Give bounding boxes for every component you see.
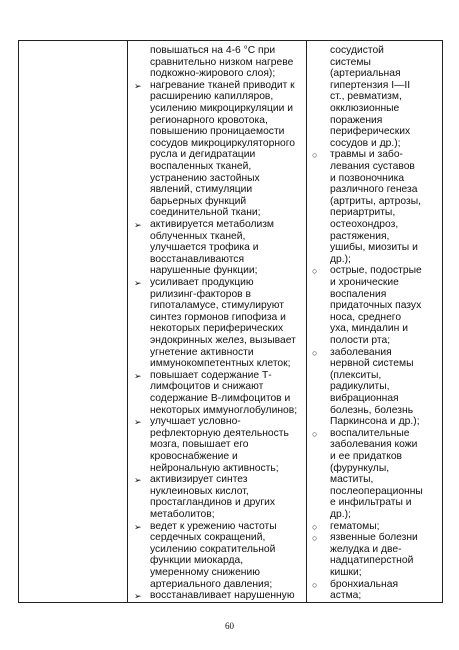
text-line: гематомы; [330,520,380,532]
text-line: надцатиперстной [330,555,414,567]
text-line: и позвоночника [330,172,405,184]
text-line: сосудов и др.); [330,137,401,149]
text-line: ведет к урежению частоты [150,520,277,532]
text-line: болезнь, болезнь [330,404,414,416]
text-line: заболевания кожи [330,439,418,451]
text-line: астма; [330,590,362,602]
text-line: мозга, повышает его [150,439,249,451]
text-line: сосудистой [330,45,384,56]
text-line: гипертензия I—II [330,79,411,91]
text-line: артериального давления; [150,578,273,590]
text-line: (артериальная [330,68,401,80]
circle-bullet-icon: ○ [312,533,318,544]
arrow-bullet-icon: ➢ [134,220,142,230]
text-line: маститы, [330,474,374,486]
text-line: кишки; [330,567,362,578]
text-line: нервной системы [330,358,414,370]
text-line: радикулиты, [330,381,390,393]
page-number: 60 [225,621,234,631]
column-divider-1 [127,41,128,602]
arrow-bullet-icon: ➢ [134,370,142,381]
text-line: периартриты, [330,207,396,219]
text-line: послеоперационны [330,485,423,497]
arrow-bullet-icon: ➢ [134,475,142,486]
text-line: растяжения, [330,230,390,242]
text-line: гипоталамусе, стимулируют [150,300,284,312]
text-line: сосудов микроциркуляторного [150,137,296,149]
circle-bullet-icon: ○ [312,579,318,590]
text-line: нарушенные функции; [150,265,258,277]
text-line: лимфоцитов и снижают [150,381,264,393]
text-line: сравнительно низком нагреве [150,56,294,68]
column-divider-2 [306,41,307,602]
text-line: желудка и две- [330,543,402,555]
text-line: улучшается трофика и [150,242,259,254]
text-line: нуклеиновых кислот, [150,485,249,497]
text-line: системы [330,56,371,68]
text-line: и ее придатков [330,451,403,462]
text-line: усилению микроциркуляции и [150,103,293,114]
text-line: уха, миндалин и [330,323,408,335]
text-line: расширению капилляров, [150,91,274,103]
text-line: левания суставов [330,161,415,172]
text-line: повышению проницаемости [150,126,285,138]
text-line: (фурункулы, [330,462,390,474]
text-line: воспаленных тканей, [150,161,252,172]
text-line: язвенные болезни [330,532,418,544]
text-line: различного генеза [330,184,418,196]
text-line: синтез гормонов гипофиза и [150,311,286,323]
arrow-bullet-icon: ➢ [134,417,142,428]
text-line: окклюзионные [330,103,400,114]
text-line: соединительной ткани; [150,207,261,219]
content-table [18,40,443,603]
text-line: русла и дегидратации [150,149,256,161]
text-line: некоторых иммуноглобулинов; [150,404,298,416]
text-line: активируется метаболизм [150,219,274,230]
text-line: Паркинсона и др.); [330,416,420,428]
text-line: некоторых периферических [150,323,284,335]
text-line: и хронические [330,277,399,288]
text-line: поражения [330,114,383,126]
text-line: бронхиальная [330,578,399,590]
text-line: активизирует синтез [150,474,248,486]
text-line: (плекситы, [330,369,382,381]
text-line: восстанавливаются [150,253,245,265]
text-line: др.); [330,253,351,265]
text-line: острые, подострые [330,265,422,277]
text-line: остеохондроз, [330,219,399,230]
circle-bullet-icon: ○ [312,521,318,532]
text-line: рилизинг-факторов в [150,288,251,300]
circle-bullet-icon: ○ [312,266,318,277]
text-line: регионарного кровотока, [150,114,268,126]
text-line: улучшает условно- [150,416,241,428]
text-line: функции миокарда, [150,555,244,567]
text-line: содержание В-лимфоцитов и [150,393,291,404]
text-line: простагландинов и других [150,497,275,509]
text-line: придаточных пазух [330,300,422,312]
text-line: повышает содержание Т- [150,369,272,381]
text-line: устранению застойных [150,172,260,184]
circle-bullet-icon: ○ [312,428,318,439]
text-line: е инфильтраты и [330,497,412,509]
text-line: угнетение активности [150,346,254,358]
text-line: периферических [330,126,411,138]
text-line: рефлекторную деятельность [150,427,289,439]
text-line: метаболитов; [150,509,215,520]
arrow-bullet-icon: ➢ [134,521,142,532]
text-line: воспаления [330,288,387,300]
text-line: иммунокомпетентных клеток; [150,358,291,370]
text-line: повышаться на 4-6 °С при [150,45,276,56]
arrow-bullet-icon: ➢ [134,278,142,288]
text-line: облученных тканей, [150,230,246,242]
text-line: воспалительные [330,427,410,439]
text-line: носа, среднего [330,311,402,323]
text-line: нагревание тканей приводит к [150,79,295,91]
text-line: подкожно-жирового слоя); [150,68,276,80]
text-line: барьерных функций [150,195,247,207]
text-line: вибрационная [330,393,399,404]
text-line: (артриты, артрозы, [330,195,421,207]
circle-bullet-icon: ○ [312,150,318,161]
text-line: умеренному снижению [150,567,260,578]
text-line: др.); [330,509,351,520]
text-line: нейрональную активность; [150,462,279,474]
text-line: сердечных сокращений, [150,532,266,544]
text-line: кровоснабжение и [150,451,238,462]
text-line: усиливает продукцию [150,277,254,288]
text-line: травмы и забо- [330,149,403,161]
text-line: полости рта; [330,335,391,346]
circle-bullet-icon: ○ [312,347,318,358]
arrow-bullet-icon: ➢ [134,80,142,91]
text-line: восстанавливает нарушенную [150,590,295,602]
text-line: ушибы, миозиты и [330,242,418,254]
text-line: усилению сократительной [150,543,276,555]
text-line: явлений, стимуляции [150,184,253,196]
arrow-bullet-icon: ➢ [134,591,142,602]
text-line: заболевания [330,346,392,358]
text-line: эндокринных желез, вызывает [150,335,296,346]
text-line: ст., ревматизм, [330,91,402,103]
